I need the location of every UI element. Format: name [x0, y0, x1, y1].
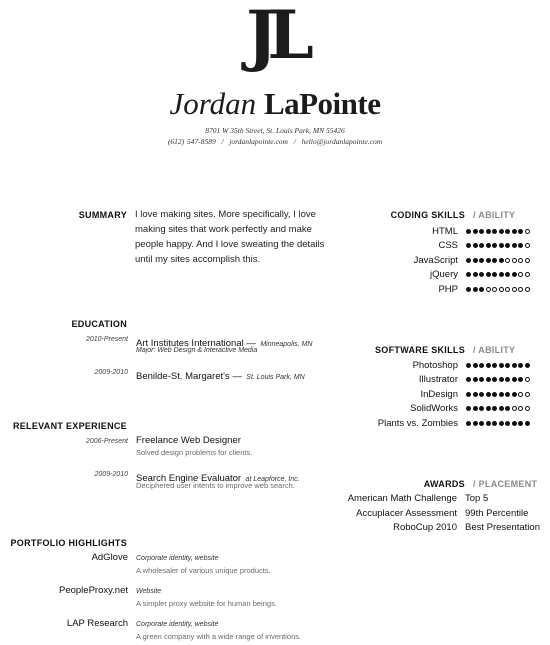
award-placement: 99th Percentile [465, 507, 529, 519]
filled-dot-icon [479, 258, 484, 263]
empty-dot-icon [525, 258, 530, 263]
filled-dot-icon [479, 377, 484, 382]
filled-dot-icon [466, 363, 471, 368]
address: 8701 W 35th Street, St. Louis Park, MN 55426 [205, 126, 345, 135]
portfolio-heading: PORTFOLIO HIGHLIGHTS [10, 538, 127, 548]
filled-dot-icon [479, 243, 484, 248]
rating-dots [466, 229, 530, 234]
filled-dot-icon [512, 421, 517, 426]
rating-dots [466, 377, 530, 382]
filled-dot-icon [479, 406, 484, 411]
experience-heading: RELEVANT EXPERIENCE [12, 421, 127, 431]
filled-dot-icon [466, 421, 471, 426]
empty-dot-icon [518, 392, 523, 397]
filled-dot-icon [518, 363, 523, 368]
filled-dot-icon [492, 363, 497, 368]
skill-row [278, 387, 530, 402]
skill-name: Illustrator [418, 374, 458, 386]
filled-dot-icon [466, 377, 471, 382]
rating-dots [466, 258, 530, 263]
filled-dot-icon [479, 421, 484, 426]
skill-name: HTML [432, 225, 458, 237]
empty-dot-icon [505, 287, 510, 292]
filled-dot-icon [512, 392, 517, 397]
first-name: Jordan [169, 86, 257, 121]
filled-dot-icon [486, 272, 491, 277]
skill-row [278, 373, 530, 388]
filled-dot-icon [473, 287, 478, 292]
filled-dot-icon [512, 377, 517, 382]
email-link[interactable]: hello@jordanlapointe.com [301, 137, 383, 146]
skill-row [278, 253, 530, 268]
filled-dot-icon [505, 272, 510, 277]
skill-name: Photoshop [412, 359, 458, 371]
filled-dot-icon [499, 421, 504, 426]
skill-name: JavaScript [413, 254, 458, 266]
skill-row [278, 268, 530, 283]
filled-dot-icon [486, 421, 491, 426]
filled-dot-icon [486, 392, 491, 397]
filled-dot-icon [479, 363, 484, 368]
filled-dot-icon [492, 406, 497, 411]
experience-date: 2009-2010 [94, 471, 128, 478]
filled-dot-icon [499, 406, 504, 411]
filled-dot-icon [486, 406, 491, 411]
filled-dot-icon [492, 392, 497, 397]
rating-dots [466, 287, 530, 292]
empty-dot-icon [505, 258, 510, 263]
award-name: Accuplacer Assessment [356, 507, 457, 519]
award-row [341, 522, 540, 537]
filled-dot-icon [486, 229, 491, 234]
filled-dot-icon [505, 243, 510, 248]
empty-dot-icon [518, 406, 523, 411]
portfolio-name[interactable]: AdGlove [91, 552, 128, 563]
award-name: RoboCup 2010 [393, 522, 457, 533]
contact-line [0, 137, 550, 146]
skill-row [278, 358, 530, 373]
skill-row [278, 416, 530, 431]
empty-dot-icon [512, 406, 517, 411]
experience-title: Search Engine Evaluator [136, 473, 242, 484]
awards-list [341, 493, 540, 537]
filled-dot-icon [512, 363, 517, 368]
skill-row [278, 402, 530, 417]
empty-dot-icon [518, 258, 523, 263]
rating-dots [466, 421, 530, 426]
filled-dot-icon [479, 229, 484, 234]
last-name: LaPointe [263, 86, 381, 121]
portfolio-desc: A simpler proxy website for human beings. [136, 599, 277, 608]
coding-skills-subheading: / ABILITY [473, 210, 516, 220]
separator: / [293, 137, 296, 146]
award-name: American Math Challenge [347, 493, 457, 504]
full-name [0, 88, 550, 119]
filled-dot-icon [473, 243, 478, 248]
filled-dot-icon [486, 363, 491, 368]
award-placement: Top 5 [465, 493, 489, 504]
filled-dot-icon [473, 258, 478, 263]
filled-dot-icon [525, 363, 530, 368]
filled-dot-icon [518, 377, 523, 382]
filled-dot-icon [499, 272, 504, 277]
coding-skills-heading: CODING SKILLS [390, 210, 465, 220]
education-major: Major: Web Design & Interactive Media [136, 347, 258, 354]
filled-dot-icon [499, 243, 504, 248]
filled-dot-icon [466, 243, 471, 248]
rating-dots [466, 243, 530, 248]
filled-dot-icon [492, 229, 497, 234]
filled-dot-icon [466, 406, 471, 411]
filled-dot-icon [479, 272, 484, 277]
experience-desc: Solved design problems for clients. [136, 448, 253, 457]
rating-dots [466, 392, 530, 397]
filled-dot-icon [499, 363, 504, 368]
award-placement: Best Presentation [465, 522, 540, 533]
filled-dot-icon [525, 421, 530, 426]
filled-dot-icon [466, 272, 471, 277]
portfolio-desc: A wholesaler of various unique products. [136, 566, 271, 575]
experience-date: 2006-Present [85, 438, 128, 445]
filled-dot-icon [466, 392, 471, 397]
filled-dot-icon [466, 258, 471, 263]
phone: (612) 547-8589 [167, 137, 216, 146]
empty-dot-icon [512, 287, 517, 292]
software-skills-list [278, 358, 530, 431]
filled-dot-icon [492, 258, 497, 263]
empty-dot-icon [518, 272, 523, 277]
empty-dot-icon [486, 287, 491, 292]
filled-dot-icon [473, 406, 478, 411]
empty-dot-icon [525, 272, 530, 277]
skill-row [278, 282, 530, 297]
separator: / [221, 137, 224, 146]
filled-dot-icon [505, 392, 510, 397]
skill-row [278, 224, 530, 239]
empty-dot-icon [512, 258, 517, 263]
filled-dot-icon [466, 287, 471, 292]
filled-dot-icon [512, 229, 517, 234]
rating-dots [466, 272, 530, 277]
filled-dot-icon [473, 229, 478, 234]
filled-dot-icon [518, 421, 523, 426]
monogram-logo: JL [246, 0, 304, 74]
empty-dot-icon [525, 406, 530, 411]
filled-dot-icon [518, 243, 523, 248]
filled-dot-icon [473, 377, 478, 382]
skill-name: CSS [438, 240, 458, 252]
portfolio-name[interactable]: PeopleProxy.net [58, 585, 128, 596]
portfolio-type: Corporate identity, website [136, 555, 219, 562]
filled-dot-icon [486, 243, 491, 248]
education-school: Benilde-St. Margaret's — [136, 371, 242, 382]
portfolio-type: Corporate identity, website [136, 621, 219, 628]
portfolio-name[interactable]: LAP Research [66, 618, 128, 629]
filled-dot-icon [518, 229, 523, 234]
filled-dot-icon [466, 229, 471, 234]
filled-dot-icon [505, 229, 510, 234]
empty-dot-icon [492, 287, 497, 292]
empty-dot-icon [525, 392, 530, 397]
skill-name: Plants vs. Zombies [377, 417, 458, 429]
empty-dot-icon [499, 287, 504, 292]
filled-dot-icon [492, 272, 497, 277]
filled-dot-icon [512, 272, 517, 277]
empty-dot-icon [525, 287, 530, 292]
experience-desc: Deciphered user intents to improve web search. [136, 481, 295, 490]
rating-dots [466, 406, 530, 411]
portfolio-type: Website [136, 588, 162, 595]
skill-row [278, 239, 530, 254]
filled-dot-icon [492, 243, 497, 248]
summary-text: I love making sites. More specifically, I love making sites that work perfectly and make people happy. And I love sweating the details until my sites accomplish this. [135, 209, 325, 265]
filled-dot-icon [473, 272, 478, 277]
summary-heading: SUMMARY [78, 210, 127, 220]
filled-dot-icon [486, 377, 491, 382]
filled-dot-icon [492, 377, 497, 382]
award-row [341, 493, 540, 508]
empty-dot-icon [525, 377, 530, 382]
filled-dot-icon [499, 377, 504, 382]
education-location: Minneapolis, MN [260, 341, 313, 348]
portfolio-desc: A green company with a wide range of inventions. [136, 632, 302, 641]
filled-dot-icon [473, 421, 478, 426]
filled-dot-icon [479, 392, 484, 397]
website-link[interactable]: jordanlapointe.com [229, 137, 288, 146]
skill-name: SolidWorks [410, 403, 458, 415]
experience-company: at Leapforce, Inc. [245, 476, 300, 483]
education-location: St. Louis Park, MN [246, 374, 305, 381]
software-skills-subheading: / ABILITY [473, 345, 516, 355]
filled-dot-icon [505, 421, 510, 426]
filled-dot-icon [505, 363, 510, 368]
education-school: Art Institutes International — [136, 338, 256, 349]
award-row [341, 508, 540, 523]
education-date: 2010-Present [85, 336, 128, 343]
filled-dot-icon [473, 363, 478, 368]
filled-dot-icon [479, 287, 484, 292]
software-skills-heading: SOFTWARE SKILLS [375, 345, 465, 355]
filled-dot-icon [492, 421, 497, 426]
empty-dot-icon [525, 229, 530, 234]
awards-heading: AWARDS [423, 479, 465, 489]
filled-dot-icon [499, 229, 504, 234]
coding-skills-list [278, 224, 530, 297]
empty-dot-icon [518, 287, 523, 292]
rating-dots [466, 363, 530, 368]
filled-dot-icon [512, 243, 517, 248]
filled-dot-icon [499, 392, 504, 397]
skill-name: jQuery [430, 269, 458, 281]
experience-title: Freelance Web Designer [136, 435, 241, 446]
empty-dot-icon [525, 243, 530, 248]
filled-dot-icon [473, 392, 478, 397]
filled-dot-icon [486, 258, 491, 263]
education-heading: EDUCATION [71, 319, 127, 329]
education-date: 2009-2010 [94, 369, 128, 376]
skill-name: PHP [438, 283, 458, 295]
filled-dot-icon [505, 406, 510, 411]
awards-subheading: / PLACEMENT [473, 479, 538, 489]
filled-dot-icon [505, 377, 510, 382]
filled-dot-icon [499, 258, 504, 263]
skill-name: InDesign [420, 388, 458, 400]
